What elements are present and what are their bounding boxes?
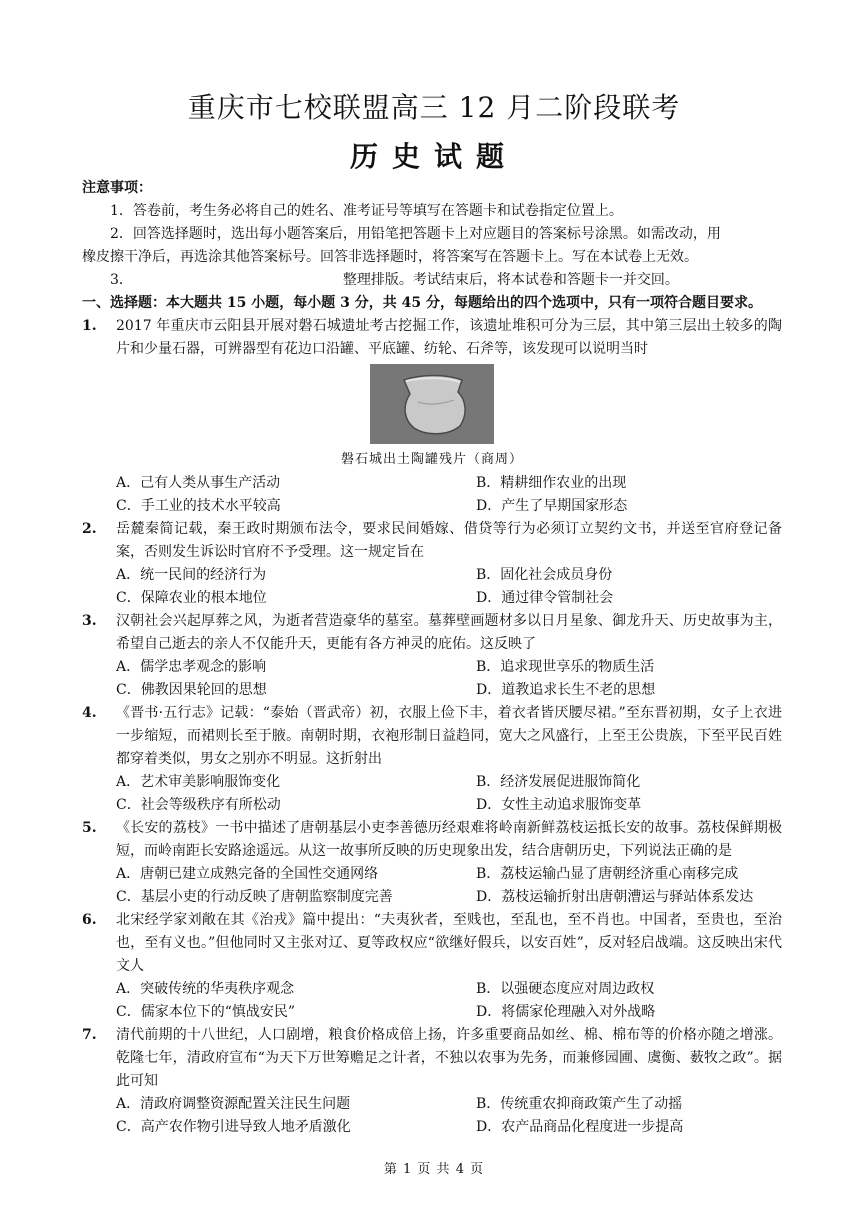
question-number: 7.	[82, 1027, 97, 1043]
option-a: A．清政府调整资源配置关注民生问题	[116, 1096, 351, 1112]
option-c: C．社会等级秩序有所松动	[116, 797, 281, 813]
option-d: D．荔枝运输折射出唐朝漕运与驿站体系发达	[476, 889, 754, 905]
question-number: 2.	[82, 521, 97, 537]
question-number: 5.	[82, 820, 97, 836]
option-d: D．将儒家伦理融入对外战略	[476, 1004, 656, 1020]
option-b: B．荔枝运输凸显了唐朝经济重心南移完成	[476, 866, 739, 882]
figure-caption: 磐石城出土陶罐残片（商周）	[340, 452, 523, 467]
question-text: 岳麓秦简记载，秦王政时期颁布法令，要求民间婚嫁、借贷等行为必须订立契约文书，并送至官府登记备案，否则发生诉讼时官府不予受理。这一规定旨在	[116, 521, 782, 560]
question-text: 北宋经学家刘敞在其《治戎》篇中提出：“夫夷狄者，至贱也，至乱也，至不肖也。中国者，至贵也，至治也，至有义也。”但他同时又主张对辽、夏等政权应“欲继好假兵，以安百姓”，反对轻启战端。这反映出宋代文人	[116, 912, 782, 974]
options	[82, 472, 782, 518]
exam-subtitle: 历史试题	[349, 140, 518, 173]
exam-title: 重庆市七校联盟高三 12 月二阶段联考	[187, 91, 681, 124]
section-1-heading: 一、选择题：本大题共 15 小题，每小题 3 分，共 45 分，每题给出的四个选项中，只有一项符合题目要求。	[82, 295, 762, 311]
option-c: C．手工业的技术水平较高	[116, 498, 281, 514]
figure	[82, 364, 782, 470]
notice-item-3-num: 3．	[110, 272, 133, 288]
option-c: C．保障农业的根本地位	[116, 590, 267, 606]
options	[82, 771, 782, 817]
option-a: A．唐朝已建立成熟完备的全国性交通网络	[116, 866, 379, 882]
option-a: A．己有人类从事生产活动	[116, 475, 281, 491]
option-b: B．固化社会成员身份	[476, 567, 613, 583]
question-2	[82, 518, 782, 610]
question-text: 《长安的荔枝》一书中描述了唐朝基层小吏李善德历经艰难将岭南新鲜荔枝运抵长安的故事。荔枝保鲜期极短，而岭南距长安路途遥远。从这一故事所反映的历史现象出发，结合唐朝历史，下列说法正确的是	[116, 820, 782, 859]
option-b: B．传统重农抑商政策产生了动摇	[476, 1096, 683, 1112]
options	[82, 656, 782, 702]
question-text: 清代前期的十八世纪，人口剧增，粮食价格成倍上扬，许多重要商品如丝、棉、棉布等的价格亦随之增涨。乾隆七年，清政府宣布“为天下万世筹赡足之计者，不独以农事为先务，而兼修园圃、虞衡、薮牧之政”。据此可知	[116, 1027, 782, 1089]
question-6	[82, 909, 782, 1024]
notice-heading: 注意事项：	[82, 180, 152, 196]
question-3	[82, 610, 782, 702]
question-4	[82, 702, 782, 817]
options	[82, 1093, 782, 1139]
option-b: B．追求现世享乐的物质生活	[476, 659, 655, 675]
question-1	[82, 315, 782, 518]
option-b: B．精耕细作农业的出现	[476, 475, 627, 491]
option-c: C．儒家本位下的“慎战安民”	[116, 1004, 296, 1020]
exam-content	[82, 177, 782, 1139]
option-a: A．艺术审美影响服饰变化	[116, 774, 281, 790]
option-b: B．以强硬态度应对周边政权	[476, 981, 655, 997]
page-number: 第 1 页 共 4 页	[383, 1162, 485, 1177]
notice-item-2-cont: 橡皮擦干净后，再选涂其他答案标号。回答非选择题时，将答案写在答题卡上。写在本试卷上无效。	[82, 249, 698, 265]
question-number: 3.	[82, 613, 97, 629]
option-c: C．高产农作物引进导致人地矛盾激化	[116, 1119, 351, 1135]
pottery-shard-photo	[370, 364, 494, 444]
question-text: 汉朝社会兴起厚葬之风，为逝者营造豪华的墓室。墓葬壁画题材多以日月星象、御龙升天、历史故事为主，希望自己逝去的亲人不仅能升天，更能有各方神灵的庇佑。这反映了	[116, 613, 782, 652]
option-a: A．统一民间的经济行为	[116, 567, 267, 583]
question-7	[82, 1024, 782, 1139]
option-a: A．儒学忠孝观念的影响	[116, 659, 267, 675]
question-text: 《晋书·五行志》记载：“泰始（晋武帝）初，衣服上俭下丰，着衣者皆厌腰尽裙。”至东晋初期，女子上衣进一步缩短，而裙则长至于腋。南朝时期，衣袍形制日益趋同，宽大之风盛行，上至王公贵族，下至平民百姓都穿着类似，男女之别亦不明显。这折射出	[116, 705, 782, 767]
option-d: D．产生了早期国家形态	[476, 498, 628, 514]
options	[82, 978, 782, 1024]
option-d: D．女性主动追求服饰变革	[476, 797, 642, 813]
options	[82, 863, 782, 909]
option-d: D．道教追求长生不老的思想	[476, 682, 656, 698]
question-text: 2017 年重庆市云阳县开展对磐石城遗址考古挖掘工作，该遗址堆积可分为三层，其中第三层出土较多的陶片和少量石器，可辨器型有花边口沿罐、平底罐、纺轮、石斧等，该发现可以说明当时	[116, 318, 782, 357]
option-b: B．经济发展促进服饰简化	[476, 774, 641, 790]
notice-item-1: 1．答卷前，考生务必将自己的姓名、准考证号等填写在答题卡和试卷指定位置上。	[110, 203, 623, 219]
notice-item-3	[82, 269, 782, 292]
notice-item-2: 2．回答选择题时，选出每小题答案后，用铅笔把答题卡上对应题目的答案标号涂黑。如需改动，用	[110, 226, 721, 242]
option-c: C．佛教因果轮回的思想	[116, 682, 267, 698]
question-number: 4.	[82, 705, 97, 721]
option-c: C．基层小吏的行动反映了唐朝监察制度完善	[116, 889, 393, 905]
options	[82, 564, 782, 610]
option-d: D．通过律令管制社会	[476, 590, 614, 606]
notice-item-3-text: 整理排版。考试结束后，将本试卷和答题卡一并交回。	[342, 272, 679, 288]
option-a: A．突破传统的华夷秩序观念	[116, 981, 295, 997]
question-number: 1.	[82, 318, 97, 334]
question-number: 6.	[82, 912, 97, 928]
question-5	[82, 817, 782, 909]
option-d: D．农产品商品化程度进一步提高	[476, 1119, 684, 1135]
